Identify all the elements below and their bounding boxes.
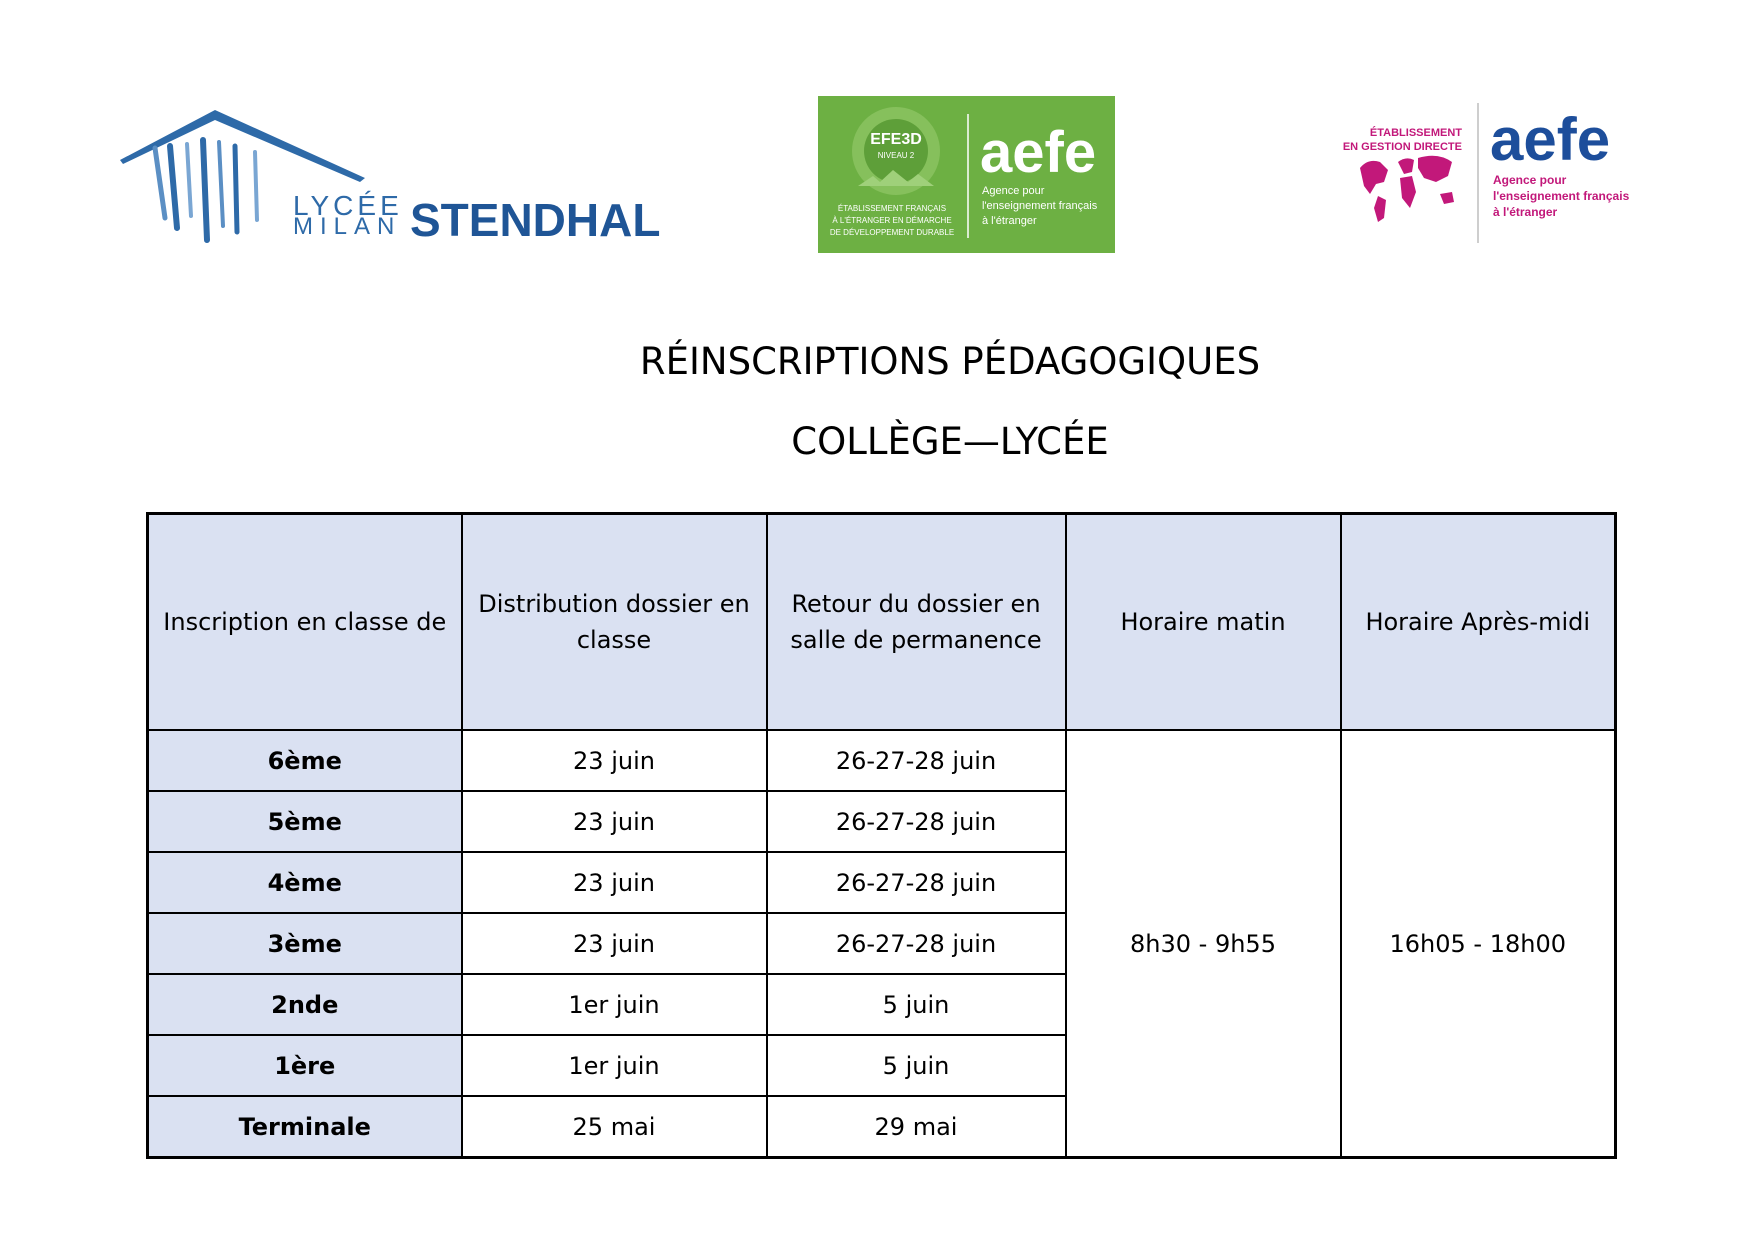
efe3d-badge: EFE3D (870, 131, 922, 148)
header-horaire-matin: Horaire matin (1066, 514, 1341, 731)
row-distribution: 23 juin (462, 791, 767, 852)
row-classe: 6ème (148, 730, 462, 791)
header-distribution: Distribution dossier en classe (462, 514, 767, 731)
row-classe: 5ème (148, 791, 462, 852)
horaire-matin-cell: 8h30 - 9h55 (1066, 730, 1341, 1158)
header-horaire-apres-midi: Horaire Après-midi (1341, 514, 1616, 731)
table-row (148, 730, 1616, 791)
aefe-logo (1340, 98, 1640, 248)
row-classe: 3ème (148, 913, 462, 974)
row-retour: 26-27-28 juin (767, 791, 1066, 852)
efe3d-tagline-3: à l'étranger (982, 215, 1037, 227)
row-retour: 5 juin (767, 974, 1066, 1035)
aefe-tagline-2: l'enseignement français (1493, 189, 1630, 203)
lycee-line1: LYCÉE (293, 190, 403, 221)
row-retour: 26-27-28 juin (767, 913, 1066, 974)
row-classe: 2nde (148, 974, 462, 1035)
aefe-tagline-3: à l'étranger (1493, 205, 1558, 219)
row-distribution: 23 juin (462, 730, 767, 791)
aefe-caption-2: EN GESTION DIRECTE (1342, 141, 1462, 153)
page-subtitle: COLLÈGE—LYCÉE (791, 420, 1109, 463)
aefe-brand: aefe (1490, 106, 1611, 173)
efe3d-tagline-1: Agence pour (982, 185, 1045, 197)
row-classe: Terminale (148, 1096, 462, 1158)
row-distribution: 1er juin (462, 974, 767, 1035)
row-classe: 1ère (148, 1035, 462, 1096)
page-title: RÉINSCRIPTIONS PÉDAGOGIQUES (639, 340, 1261, 383)
row-distribution: 23 juin (462, 913, 767, 974)
efe3d-tagline-2: l'enseignement français (982, 200, 1098, 212)
row-retour: 26-27-28 juin (767, 730, 1066, 791)
aefe-caption-1: ÉTABLISSEMENT (1369, 127, 1462, 139)
table-header-row (148, 514, 1616, 731)
lycee-stendhal-logo (115, 108, 661, 258)
lycee-name: STENDHAL (410, 194, 661, 246)
world-map-icon (1360, 156, 1454, 222)
lycee-stendhal-logo-mark (115, 108, 661, 258)
efe3d-caption-2: À L'ÉTRANGER EN DÉMARCHE (832, 216, 952, 225)
row-retour: 26-27-28 juin (767, 852, 1066, 913)
horaire-apres-midi-cell: 16h05 - 18h00 (1341, 730, 1616, 1158)
row-distribution: 23 juin (462, 852, 767, 913)
efe3d-caption-1: ÉTABLISSEMENT FRANÇAIS (837, 204, 947, 213)
efe3d-logo-mark (818, 96, 1115, 253)
efe3d-level: NIVEAU 2 (877, 151, 915, 160)
row-classe: 4ème (148, 852, 462, 913)
aefe-logo-mark (1340, 98, 1640, 248)
aefe-tagline-1: Agence pour (1493, 173, 1567, 187)
reinscription-table (146, 512, 1617, 1159)
efe3d-aefe-logo (818, 96, 1115, 253)
header-classe: Inscription en classe de (148, 514, 462, 731)
efe3d-brand: aefe (980, 120, 1097, 185)
row-distribution: 25 mai (462, 1096, 767, 1158)
header-retour: Retour du dossier en salle de permanence (767, 514, 1066, 731)
row-distribution: 1er juin (462, 1035, 767, 1096)
efe3d-caption-3: DE DÉVELOPPEMENT DURABLE (829, 228, 955, 237)
lycee-line2: MILAN (293, 213, 402, 240)
row-retour: 29 mai (767, 1096, 1066, 1158)
row-retour: 5 juin (767, 1035, 1066, 1096)
